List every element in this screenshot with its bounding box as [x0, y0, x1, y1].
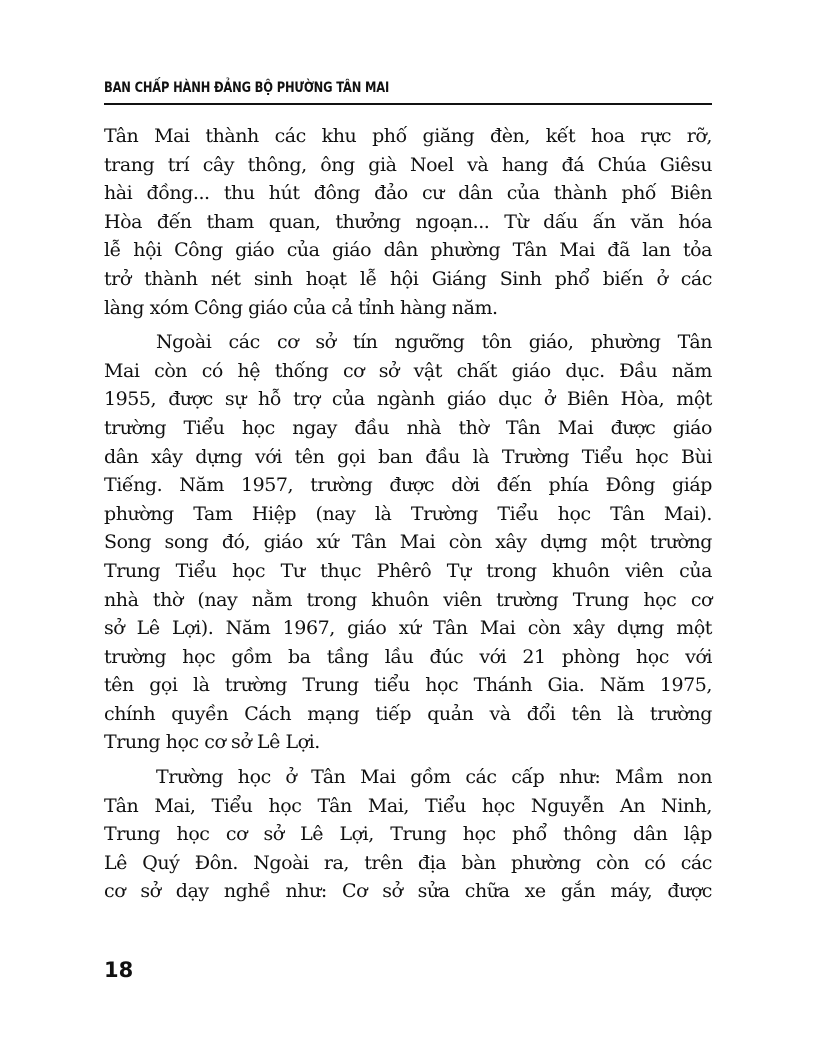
text-line: nhà thờ (nay nằm trong khuôn viên trường Trung học cơ: [104, 588, 712, 611]
text-line: làng xóm Công giáo của cả tỉnh hàng năm.: [104, 296, 498, 319]
paragraph-2: [104, 328, 712, 757]
paragraph-1: [104, 122, 712, 322]
text-line: trường Tiểu học ngay đầu nhà thờ Tân Mai được giáo: [104, 416, 712, 439]
text-line: Trung học cơ sở Lê Lợi, Trung học phổ thông dân lập: [104, 823, 712, 846]
text-line: lễ hội Công giáo của giáo dân phường Tân Mai đã lan tỏa: [104, 239, 712, 262]
body-text: [104, 122, 712, 912]
text-line: sở Lê Lợi). Năm 1967, giáo xứ Tân Mai còn xây dựng một: [104, 617, 712, 640]
text-line: tên gọi là trường Trung tiểu học Thánh Gia. Năm 1975,: [104, 674, 712, 697]
text-line: Mai còn có hệ thống cơ sở vật chất giáo dục. Đầu năm: [104, 359, 712, 382]
text-line: trang trí cây thông, ông già Noel và hang đá Chúa Giêsu: [104, 153, 712, 176]
paragraph-3: [104, 763, 712, 906]
page-number: 18: [104, 958, 134, 982]
text-line: hài đồng... thu hút đông đảo cư dân của thành phố Biên: [104, 182, 712, 205]
text-line: 1955, được sự hỗ trợ của ngành giáo dục ở Biên Hòa, một: [104, 388, 712, 411]
text-line: Lê Quý Đôn. Ngoài ra, trên địa bàn phường còn có các: [104, 851, 712, 874]
text-line: Trường học ở Tân Mai gồm các cấp như: Mầm non: [156, 766, 712, 789]
text-line: trở thành nét sinh hoạt lễ hội Giáng Sinh phổ biến ở các: [104, 267, 712, 290]
header-rule: [104, 103, 712, 105]
text-line: Song song đó, giáo xứ Tân Mai còn xây dựng một trường: [104, 531, 712, 554]
running-header: BAN CHẤP HÀNH ĐẢNG BỘ PHƯỜNG TÂN MAI: [104, 80, 390, 96]
text-line: Tân Mai thành các khu phố giăng đèn, kết hoa rực rỡ,: [104, 125, 712, 147]
text-line: trường học gồm ba tầng lầu đúc với 21 phòng học với: [104, 645, 712, 668]
text-line: cơ sở dạy nghề như: Cơ sở sửa chữa xe gắn máy, được: [104, 880, 712, 903]
text-line: Ngoài các cơ sở tín ngưỡng tôn giáo, phường Tân: [156, 331, 712, 354]
text-line: phường Tam Hiệp (nay là Trường Tiểu học Tân Mai).: [104, 502, 712, 525]
text-line: chính quyền Cách mạng tiếp quản và đổi tên là trường: [104, 702, 712, 725]
text-line: Hòa đến tham quan, thưởng ngoạn... Từ dấu ấn văn hóa: [104, 210, 712, 233]
text-line: Tiếng. Năm 1957, trường được dời đến phía Đông giáp: [104, 474, 712, 497]
text-line: dân xây dựng với tên gọi ban đầu là Trường Tiểu học Bùi: [104, 445, 712, 468]
text-line: Trung học cơ sở Lê Lợi.: [104, 731, 320, 754]
text-line: Tân Mai, Tiểu học Tân Mai, Tiểu học Nguyễn An Ninh,: [104, 794, 712, 817]
text-line: Trung Tiểu học Tư thục Phêrô Tự trong khuôn viên của: [104, 559, 712, 582]
